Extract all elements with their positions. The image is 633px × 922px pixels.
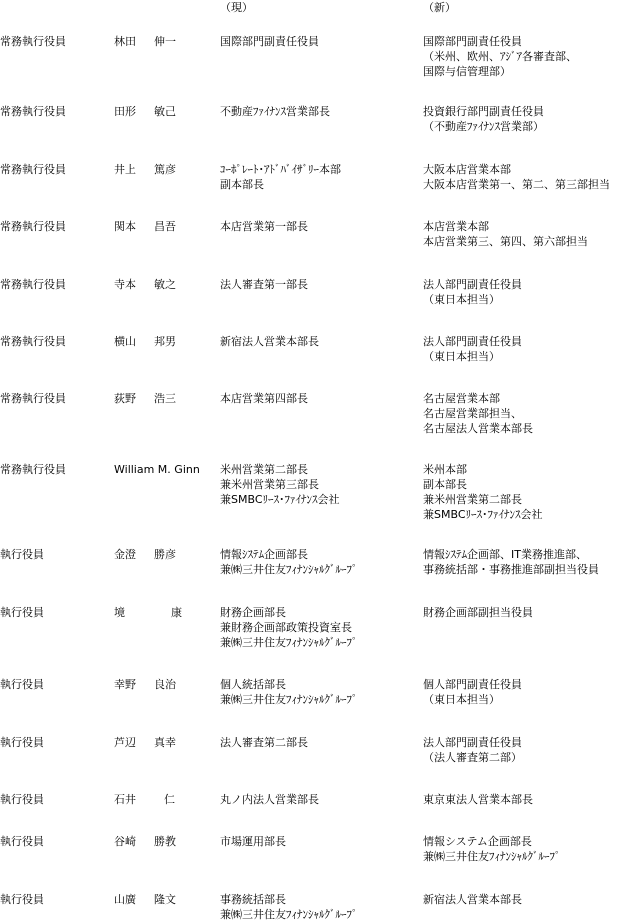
new-position-line: （東日本担当） — [423, 350, 500, 363]
new-position-line: 事務統括部・事務推進部副担当役員 — [423, 563, 599, 576]
new-position-line: （東日本担当） — [423, 293, 500, 306]
family-name: 井上 — [114, 163, 136, 176]
new-position-line: 法人部門副責任役員 — [423, 736, 522, 749]
current-position-line: ｺｰﾎﾟﾚｰﾄ･ｱﾄﾞﾊﾞｲｻﾞﾘｰ本部 — [220, 163, 341, 176]
person-name — [114, 462, 218, 477]
current-position — [220, 605, 358, 650]
new-position-line: 情報ｼｽﾃﾑ企画部、IT業務推進部、 — [423, 548, 587, 561]
new-position-line: 本店営業本部 — [423, 220, 489, 233]
new-position-line: 副本部長 — [423, 478, 467, 491]
current-position-line: 財務企画部長 — [220, 606, 286, 619]
given-name: 浩三 — [154, 392, 176, 405]
position-title: 常務執行役員 — [0, 463, 66, 476]
person-name — [114, 735, 176, 750]
new-position-line: 新宿法人営業本部長 — [423, 893, 522, 906]
family-name: 芦辺 — [114, 736, 136, 749]
new-position — [423, 834, 561, 864]
new-position-line: （米州、欧州、ｱｼﾞｱ各審査部、 — [423, 50, 577, 63]
current-position — [220, 834, 286, 849]
new-position-line: 法人部門副責任役員 — [423, 278, 522, 291]
person-name — [114, 605, 182, 620]
new-position-line: 名古屋法人営業本部長 — [423, 422, 533, 435]
family-name: 石井 — [114, 793, 136, 806]
given-name: 敏己 — [154, 105, 176, 118]
new-column-header: （新） — [423, 1, 456, 14]
new-position — [423, 219, 588, 249]
given-name: 昌吾 — [154, 220, 176, 233]
current-position-line: 米州営業第二部長 — [220, 463, 308, 476]
family-name: William M. Ginn — [114, 463, 200, 476]
current-position — [220, 677, 358, 707]
given-name: 邦男 — [154, 335, 176, 348]
current-position-line: 国際部門副責任役員 — [220, 35, 319, 48]
family-name: 幸野 — [114, 678, 136, 691]
given-name: 勝教 — [154, 835, 176, 848]
current-position-line: 兼SMBCﾘｰｽ･ﾌｧｲﾅﾝｽ会社 — [220, 493, 340, 506]
new-position — [423, 677, 522, 707]
person-name — [114, 34, 176, 49]
current-position — [220, 892, 358, 922]
current-position-line: 本店営業第一部長 — [220, 220, 308, 233]
new-position-line: 兼SMBCﾘｰｽ･ﾌｧｲﾅﾝｽ会社 — [423, 508, 543, 521]
current-position — [220, 104, 330, 119]
new-position-line: 個人部門副責任役員 — [423, 678, 522, 691]
position-title: 常務執行役員 — [0, 335, 66, 348]
family-name: 境 — [114, 606, 125, 619]
current-position-line: 市場運用部長 — [220, 835, 286, 848]
current-position — [220, 735, 308, 750]
new-position-line: 国際与信管理部） — [423, 65, 511, 78]
position-title: 執行役員 — [0, 606, 44, 619]
person-name — [114, 162, 176, 177]
family-name: 谷崎 — [114, 835, 136, 848]
new-position — [423, 104, 544, 134]
new-position-line: 兼㈱三井住友ﾌｨﾅﾝｼｬﾙｸﾞﾙｰﾌﾟ — [423, 850, 561, 863]
new-position — [423, 892, 522, 907]
position-title: 執行役員 — [0, 678, 44, 691]
new-position-line: （不動産ﾌｧｲﾅﾝｽ営業部） — [423, 120, 544, 133]
given-name: 篤彦 — [154, 163, 176, 176]
new-position-line: 米州本部 — [423, 463, 467, 476]
position-title: 常務執行役員 — [0, 392, 66, 405]
person-name — [114, 792, 175, 807]
person-name — [114, 277, 176, 292]
new-position-line: 名古屋営業本部 — [423, 392, 500, 405]
given-name: 伸一 — [154, 35, 176, 48]
new-position — [423, 792, 533, 807]
given-name: 真幸 — [154, 736, 176, 749]
current-position — [220, 219, 308, 234]
family-name: 荻野 — [114, 392, 136, 405]
person-name — [114, 104, 176, 119]
new-position-line: 大阪本店営業本部 — [423, 163, 511, 176]
position-title: 常務執行役員 — [0, 35, 66, 48]
new-position — [423, 735, 522, 765]
new-position-line: 財務企画部副担当役員 — [423, 606, 533, 619]
new-position-line: 法人部門副責任役員 — [423, 335, 522, 348]
current-position-line: 不動産ﾌｧｲﾅﾝｽ営業部長 — [220, 105, 330, 118]
new-position-line: 国際部門副責任役員 — [423, 35, 522, 48]
given-name: 勝彦 — [154, 548, 176, 561]
current-position — [220, 462, 340, 507]
current-position — [220, 334, 319, 349]
family-name: 金澄 — [114, 548, 136, 561]
family-name: 横山 — [114, 335, 136, 348]
person-name — [114, 219, 176, 234]
current-position-line: 兼㈱三井住友ﾌｨﾅﾝｼｬﾙｸﾞﾙｰﾌﾟ — [220, 908, 358, 921]
current-column-header: （現） — [220, 1, 253, 14]
given-name: 仁 — [164, 793, 175, 806]
current-position-line: 兼財務企画部政策投資室長 — [220, 621, 352, 634]
person-name — [114, 677, 176, 692]
new-position — [423, 334, 522, 364]
person-name — [114, 892, 176, 907]
current-position-line: 情報ｼｽﾃﾑ企画部長 — [220, 548, 308, 561]
current-position — [220, 162, 341, 192]
family-name: 寺本 — [114, 278, 136, 291]
person-name — [114, 547, 176, 562]
current-position-line: 兼㈱三井住友ﾌｨﾅﾝｼｬﾙｸﾞﾙｰﾌﾟ — [220, 563, 358, 576]
new-position-line: 大阪本店営業第一、第二、第三部担当 — [423, 178, 610, 191]
current-position-line: 兼㈱三井住友ﾌｨﾅﾝｼｬﾙｸﾞﾙｰﾌﾟ — [220, 693, 358, 706]
new-position — [423, 162, 610, 192]
position-title: 執行役員 — [0, 736, 44, 749]
current-position-line: 本店営業第四部長 — [220, 392, 308, 405]
position-title: 常務執行役員 — [0, 163, 66, 176]
new-position-line: （東日本担当） — [423, 693, 500, 706]
current-position-line: 法人審査第二部長 — [220, 736, 308, 749]
current-position-line: 丸ノ内法人営業部長 — [220, 793, 319, 806]
current-position-line: 個人統括部長 — [220, 678, 286, 691]
new-position-line: 投資銀行部門副責任役員 — [423, 105, 544, 118]
new-position — [423, 34, 577, 79]
new-position — [423, 277, 522, 307]
position-title: 執行役員 — [0, 835, 44, 848]
new-position — [423, 547, 599, 577]
position-title: 執行役員 — [0, 793, 44, 806]
position-title: 常務執行役員 — [0, 105, 66, 118]
current-position-line: 兼米州営業第三部長 — [220, 478, 319, 491]
family-name: 関本 — [114, 220, 136, 233]
family-name: 山廣 — [114, 893, 136, 906]
current-position — [220, 792, 319, 807]
current-position — [220, 391, 308, 406]
person-name — [114, 334, 176, 349]
person-name — [114, 834, 176, 849]
current-position — [220, 34, 319, 49]
given-name: 良治 — [154, 678, 176, 691]
given-name: 隆文 — [154, 893, 176, 906]
position-title: 執行役員 — [0, 548, 44, 561]
current-position-line: 事務統括部長 — [220, 893, 286, 906]
new-position — [423, 462, 543, 522]
family-name: 林田 — [114, 35, 136, 48]
new-position — [423, 391, 533, 436]
new-position-line: 情報システム企画部長 — [423, 835, 532, 848]
given-name: 康 — [171, 606, 182, 619]
current-position — [220, 547, 358, 577]
new-position-line: 名古屋営業部担当、 — [423, 407, 522, 420]
new-position-line: 東京東法人営業本部長 — [423, 793, 533, 806]
current-position — [220, 277, 308, 292]
new-position — [423, 605, 533, 620]
position-title: 常務執行役員 — [0, 278, 66, 291]
person-name — [114, 391, 176, 406]
position-title: 常務執行役員 — [0, 220, 66, 233]
new-position-line: 本店営業第三、第四、第六部担当 — [423, 235, 588, 248]
new-position-line: （法人審査第二部） — [423, 751, 522, 764]
new-position-line: 兼米州営業第二部長 — [423, 493, 522, 506]
position-title: 執行役員 — [0, 893, 44, 906]
current-position-line: 新宿法人営業本部長 — [220, 335, 319, 348]
current-position-line: 兼㈱三井住友ﾌｨﾅﾝｼｬﾙｸﾞﾙｰﾌﾟ — [220, 636, 358, 649]
current-position-line: 法人審査第一部長 — [220, 278, 308, 291]
family-name: 田形 — [114, 105, 136, 118]
current-position-line: 副本部長 — [220, 178, 264, 191]
given-name: 敏之 — [154, 278, 176, 291]
